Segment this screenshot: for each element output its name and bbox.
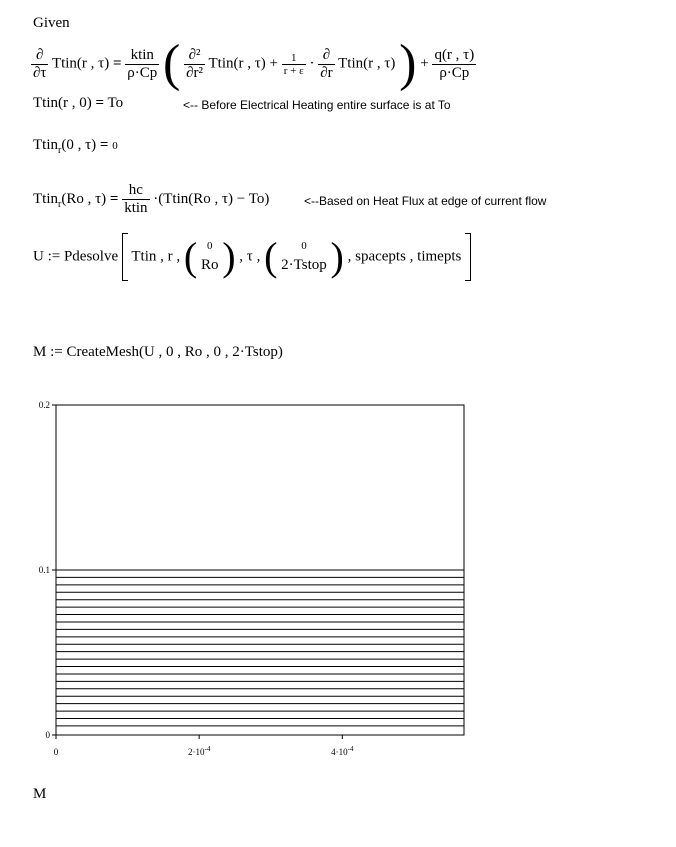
heat-transfer-ratio: $\frac{hc}{\text{ktin}}$ xyxy=(124,182,148,216)
bc2-equals: = xyxy=(109,190,119,207)
vector1-right-paren: ) xyxy=(222,234,236,279)
pde-plus: + xyxy=(420,55,429,72)
conductivity-ratio: $\frac{\text{ktin}}{\rho\cdot Cp}$ xyxy=(127,46,158,81)
vector2-right-paren: ) xyxy=(330,234,344,279)
bc1-equals: = xyxy=(99,137,109,153)
initial-condition[interactable] xyxy=(33,95,123,112)
initial-lhs: Ttin(r , 0) xyxy=(33,95,92,111)
bc1-name: Ttin xyxy=(33,137,58,153)
vector1-left-paren: ( xyxy=(183,234,198,279)
solve-function: Pdesolve xyxy=(63,248,119,265)
boundary-condition-inner[interactable] xyxy=(33,137,118,154)
dot-operator: · xyxy=(309,55,315,72)
initial-equals: = xyxy=(95,95,105,111)
bc2-args: (Ro , τ) xyxy=(61,190,107,207)
initial-note: <-- Before Electrical Heating entire surface is at To xyxy=(183,98,451,112)
x-tick-label: 0 xyxy=(53,747,59,757)
bc1-rhs: 0 xyxy=(112,140,118,152)
bc1-subscript: r xyxy=(58,145,62,156)
pde-equals: = xyxy=(112,55,122,72)
right-paren: ) xyxy=(399,35,417,92)
space-range-vector: 0 Ro xyxy=(200,239,219,273)
x-tick-label: $2\cdot 10^{-4}$ xyxy=(187,745,211,757)
initial-rhs: To xyxy=(107,95,124,111)
time-derivative-operator: $\frac{\partial}{\partial\tau}$ xyxy=(33,46,47,81)
time-range-vector: 0 2·Tstop xyxy=(281,239,327,273)
first-derivative-operator: $\frac{\partial}{\partial r}$ xyxy=(320,46,333,81)
inverse-radius: $\frac{1}{r + \varepsilon}$ xyxy=(283,51,304,77)
pde-term2: Ttin(r , τ) xyxy=(338,55,396,72)
create-mesh-definition[interactable]: M := CreateMesh(U , 0 , Ro , 0 , 2·Tstop) xyxy=(33,344,283,360)
pde-term1: Ttin(r , τ) + xyxy=(208,55,278,72)
right-bracket xyxy=(465,233,471,281)
left-bracket xyxy=(122,233,128,281)
given-label: Given xyxy=(33,15,70,31)
x-tick-label: $4\cdot 10^{-4}$ xyxy=(331,745,354,757)
pde-lhs-function: Ttin(r , τ) xyxy=(51,55,110,72)
mesh-plot[interactable] xyxy=(28,395,478,765)
solve-arg3: , spacepts , timepts xyxy=(347,248,462,265)
bc1-args: (0 , τ) xyxy=(61,137,97,153)
y-tick-label: 0.1 xyxy=(38,565,50,575)
y-tick-label: 0 xyxy=(45,730,50,740)
bc2-subscript: r xyxy=(58,198,62,210)
plot-label: M xyxy=(33,786,47,802)
y-tick-label: 0.2 xyxy=(38,400,50,410)
pde-equation[interactable] xyxy=(31,35,476,92)
solve-arg2: , τ , xyxy=(239,248,261,265)
boundary-condition-outer[interactable] xyxy=(33,182,269,217)
vector2-left-paren: ( xyxy=(264,234,278,279)
solve-arg1: Ttin , r , xyxy=(131,248,181,265)
bc2-name: Ttin xyxy=(33,190,58,207)
bc2-rhs: ·(Ttin(Ro , τ) − To) xyxy=(153,190,270,207)
solve-lhs: U := xyxy=(33,248,61,265)
left-paren: ( xyxy=(163,35,181,92)
pdesolve-definition[interactable] xyxy=(33,233,471,281)
second-derivative-operator: $\frac{\text{∂²}}{\text{∂r²}}$ xyxy=(186,46,203,81)
bc2-note: <--Based on Heat Flux at edge of current flow xyxy=(304,194,547,208)
source-term: $\frac{q(r , \tau)}{\rho\cdot Cp}$ xyxy=(434,46,475,81)
